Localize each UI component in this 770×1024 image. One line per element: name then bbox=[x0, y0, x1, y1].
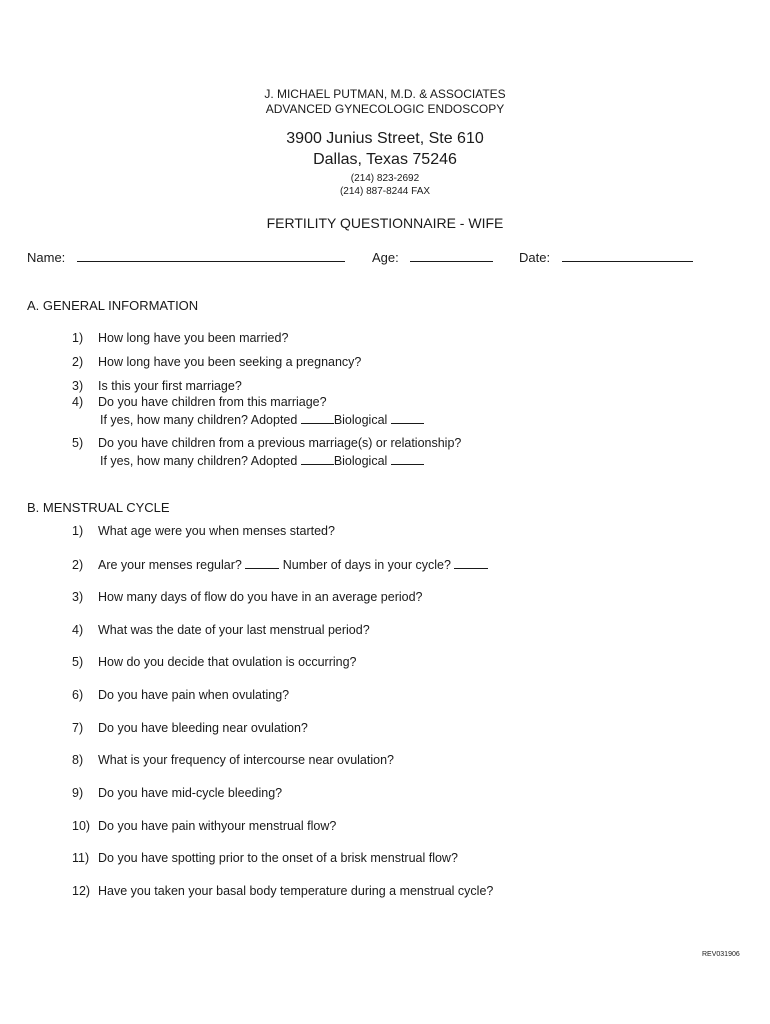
biological-blank[interactable] bbox=[391, 453, 424, 465]
question-text: Do you have pain withyour menstrual flow? bbox=[98, 819, 337, 833]
section-b-q9 bbox=[72, 786, 282, 800]
cycle-days-blank[interactable] bbox=[454, 557, 488, 569]
section-a-q2 bbox=[72, 355, 361, 369]
question-number: 2) bbox=[72, 558, 84, 572]
section-a-q1 bbox=[72, 331, 288, 345]
section-a-q5-sub bbox=[100, 453, 424, 468]
question-text: Do you have children from this marriage? bbox=[98, 395, 327, 409]
address-city: Dallas, Texas 75246 bbox=[313, 151, 457, 168]
question-number: 11) bbox=[72, 851, 90, 865]
section-b-q11 bbox=[72, 851, 458, 865]
date-line[interactable] bbox=[562, 249, 693, 262]
date-field-row bbox=[519, 249, 693, 265]
question-number: 3) bbox=[72, 590, 84, 604]
biological-blank[interactable] bbox=[391, 412, 424, 424]
section-b-q10 bbox=[72, 819, 336, 833]
practice-specialty: ADVANCED GYNECOLOGIC ENDOSCOPY bbox=[265, 102, 505, 116]
section-b-q4 bbox=[72, 623, 370, 637]
adopted-blank[interactable] bbox=[301, 412, 334, 424]
regular-blank[interactable] bbox=[245, 557, 279, 569]
biological-label: Biological bbox=[333, 454, 391, 468]
question-text: What was the date of your last menstrual period? bbox=[98, 623, 370, 637]
name-field-row bbox=[27, 249, 345, 265]
question-number: 12) bbox=[72, 884, 91, 898]
adopted-blank[interactable] bbox=[301, 453, 334, 465]
question-number: 3) bbox=[72, 379, 84, 393]
question-text: How long have you been seeking a pregnancy? bbox=[98, 355, 362, 369]
section-a-q4 bbox=[72, 395, 327, 409]
question-text: How many days of flow do you have in an average period? bbox=[98, 590, 423, 604]
date-label: Date: bbox=[519, 250, 551, 265]
question-text: Do you have bleeding near ovulation? bbox=[98, 721, 308, 735]
sub-question-text: If yes, how many children? Adopted bbox=[100, 413, 301, 427]
question-text: Do you have pain when ovulating? bbox=[98, 688, 290, 702]
biological-label: Biological bbox=[333, 413, 391, 427]
question-number: 5) bbox=[72, 655, 84, 669]
section-b-q2 bbox=[72, 557, 488, 572]
section-b-q7 bbox=[72, 721, 308, 735]
question-text-2: Number of days in your cycle? bbox=[279, 558, 455, 572]
address-street: 3900 Junius Street, Ste 610 bbox=[286, 130, 484, 147]
name-label: Name: bbox=[27, 250, 66, 265]
question-number: 6) bbox=[72, 688, 84, 702]
question-text: Have you taken your basal body temperature during a menstrual cycle? bbox=[98, 884, 494, 898]
question-number: 2) bbox=[72, 355, 84, 369]
question-text: Do you have children from a previous marriage(s) or relationship? bbox=[98, 436, 462, 450]
form-title: FERTILITY QUESTIONNAIRE - WIFE bbox=[266, 215, 504, 231]
section-b-q3 bbox=[72, 590, 423, 604]
section-b-title: B. MENSTRUAL CYCLE bbox=[27, 500, 170, 515]
question-text: Do you have mid-cycle bleeding? bbox=[98, 786, 283, 800]
question-text: Do you have spotting prior to the onset of a brisk menstrual flow? bbox=[98, 851, 458, 865]
age-field-row bbox=[372, 249, 493, 265]
section-b-q6 bbox=[72, 688, 289, 702]
revision-code: REV031906 bbox=[702, 951, 740, 958]
question-number: 5) bbox=[72, 436, 84, 450]
section-b-q12 bbox=[72, 884, 493, 898]
age-line[interactable] bbox=[410, 249, 493, 262]
fax-number: (214) 887-8244 FAX bbox=[339, 186, 431, 197]
question-number: 4) bbox=[72, 623, 84, 637]
question-number: 7) bbox=[72, 721, 84, 735]
sub-question-text: If yes, how many children? Adopted bbox=[100, 454, 301, 468]
name-line[interactable] bbox=[77, 249, 345, 262]
section-b-q5 bbox=[72, 655, 356, 669]
section-a-q4-sub bbox=[100, 412, 424, 427]
age-label: Age: bbox=[372, 250, 399, 265]
question-text: Are your menses regular? bbox=[98, 558, 246, 572]
phone-number: (214) 823-2692 bbox=[350, 173, 420, 184]
section-a-q3 bbox=[72, 379, 242, 393]
question-text: How long have you been married? bbox=[98, 331, 289, 345]
question-number: 10) bbox=[72, 819, 91, 833]
section-a-q5 bbox=[72, 436, 461, 450]
question-number: 1) bbox=[72, 524, 84, 538]
section-b-q1 bbox=[72, 524, 335, 538]
question-text: What age were you when menses started? bbox=[98, 524, 335, 538]
section-a-title: A. GENERAL INFORMATION bbox=[27, 298, 199, 313]
question-text: Is this your first marriage? bbox=[98, 379, 242, 393]
question-text: How do you decide that ovulation is occurring? bbox=[98, 655, 357, 669]
question-number: 8) bbox=[72, 753, 84, 767]
question-number: 1) bbox=[72, 331, 84, 345]
section-b-q8 bbox=[72, 753, 394, 767]
question-number: 9) bbox=[72, 786, 84, 800]
practice-name: J. MICHAEL PUTMAN, M.D. & ASSOCIATES bbox=[264, 87, 506, 101]
question-number: 4) bbox=[72, 395, 84, 409]
question-text: What is your frequency of intercourse near ovulation? bbox=[98, 753, 394, 767]
